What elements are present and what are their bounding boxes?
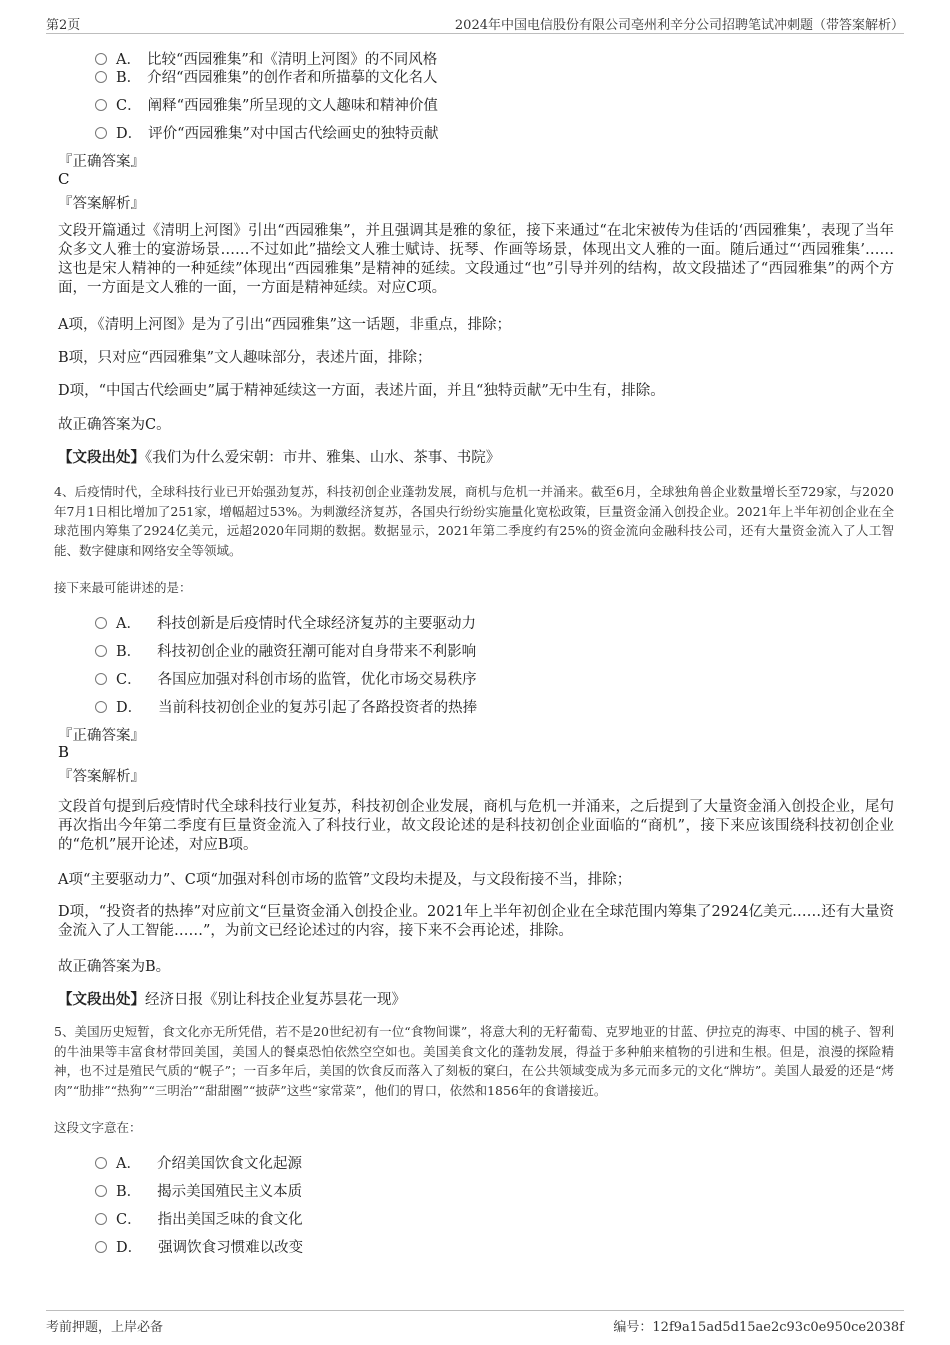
- page-footer: [46, 1316, 904, 1334]
- option-letter: D．: [116, 700, 143, 716]
- option-text: 揭示美国殖民主义本质: [157, 1184, 303, 1200]
- option-text: 介绍“西园雅集”的创作者和所描摹的文化名人: [147, 70, 438, 86]
- q3-analysis-label: 『答案解析』: [58, 196, 145, 212]
- option-text: 科技创新是后疫情时代全球经济复苏的主要驱动力: [156, 616, 476, 632]
- option-text: 介绍美国饮食文化起源: [156, 1156, 302, 1172]
- q5-prompt: 这段文字意在：: [54, 1120, 142, 1135]
- option-letter: A．: [116, 1156, 141, 1172]
- radio-icon[interactable]: [95, 701, 107, 713]
- option-letter: C．: [116, 672, 142, 688]
- source-text: 《我们为什么爱宋朝：市井、雅集、山水、茶事、书院》: [145, 450, 501, 466]
- q4-option-a[interactable]: [95, 612, 476, 633]
- radio-icon[interactable]: [95, 1213, 107, 1225]
- q3-option-c[interactable]: [95, 94, 438, 115]
- radio-icon[interactable]: [95, 645, 107, 657]
- q4-conclusion: 故正确答案为B。: [58, 959, 171, 975]
- radio-icon[interactable]: [95, 673, 107, 685]
- option-text: 阐释“西园雅集”所呈现的文人趣味和精神价值: [147, 98, 438, 114]
- radio-icon[interactable]: [95, 127, 107, 139]
- footer-divider: [46, 1310, 904, 1311]
- q3-option-d[interactable]: [95, 122, 438, 143]
- option-letter: C．: [116, 98, 142, 114]
- option-letter: D．: [116, 1240, 143, 1256]
- q4-source: [58, 988, 406, 1009]
- option-letter: A．: [116, 52, 141, 68]
- q3-source: [58, 446, 500, 467]
- page-header: [46, 14, 904, 32]
- q3-item-d: D项，“中国古代绘画史”属于精神延续这一方面，表述片面，并且“独特贡献”无中生有，排除。: [58, 383, 665, 399]
- option-text: 评价“西园雅集”对中国古代绘画史的独特贡献: [148, 126, 439, 142]
- q5-option-d[interactable]: [95, 1236, 303, 1257]
- q3-answer-label: 『正确答案』: [58, 154, 145, 170]
- option-text: 指出美国乏味的食文化: [157, 1212, 303, 1228]
- option-letter: B．: [116, 1184, 142, 1200]
- radio-icon[interactable]: [95, 1157, 107, 1169]
- q5-stem: 5、美国历史短暂，食文化亦无所凭借，若不是20世纪初有一位“食物间谍”，将意大利的无籽葡萄、克罗地亚的甘蓝、伊拉克的海枣、中国的桃子、智利的牛油果等丰富食材带回美国，美国人的餐桌恐怕依然空空如也。美国美食文化的蓬勃发展，得益于多种舶来植物的引进和生根。但是，浪漫的探险精神，也不过是殖民气质的“幌子”；一百多年后，美国的饮食反而落入了刻板的窠臼，在公共领域变成为多元而多元的文化“牌坊”。美国人最爱的还是“烤肉”“肋排”“热狗”“三明治”“甜甜圈”“披萨”这些“家常菜”，他们的胃口，依然和1856年的食谱接近。: [54, 1024, 894, 1098]
- option-text: 各国应加强对科创市场的监管，优化市场交易秩序: [157, 672, 477, 688]
- radio-icon[interactable]: [95, 53, 107, 65]
- q4-answer-label: 『正确答案』: [58, 728, 145, 744]
- source-label: 【文段出处】: [58, 449, 145, 466]
- q4-analysis: 文段首句提到后疫情时代全球科技行业复苏，科技初创企业发展，商机与危机一并涌来，之后提到了大量资金涌入创投企业，尾句再次指出今年第二季度有巨量资金流入了科技行业，故文段论述的是科技初创企业面临的“商机”，接下来应该围绕科技初创企业的“危机”展开论述，对应B项。: [58, 799, 894, 853]
- source-text: 经济日报《别让科技企业复苏昙花一现》: [145, 992, 406, 1008]
- option-text: 强调饮食习惯难以改变: [158, 1240, 304, 1256]
- radio-icon[interactable]: [95, 617, 107, 629]
- option-letter: D．: [116, 126, 143, 142]
- option-text: 科技初创企业的融资狂潮可能对自身带来不利影响: [157, 644, 477, 660]
- q4-analysis-label: 『答案解析』: [58, 769, 145, 785]
- q4-option-b[interactable]: [95, 640, 476, 661]
- document-title: 2024年中国电信股份有限公司亳州利辛分公司招聘笔试冲刺题（带答案解析）: [454, 18, 904, 33]
- q4-option-d[interactable]: [95, 696, 477, 717]
- q3-conclusion: 故正确答案为C。: [58, 417, 171, 433]
- document-id: 编号：12f9a15ad5d15ae2c93c0e950ce2038f: [613, 1320, 904, 1335]
- option-letter: B．: [116, 644, 142, 660]
- footer-slogan: 考前押题，上岸必备: [46, 1320, 164, 1335]
- option-text: 当前科技初创企业的复苏引起了各路投资者的热捧: [158, 700, 478, 716]
- radio-icon[interactable]: [95, 1185, 107, 1197]
- q3-item-a: A项，《清明上河图》是为了引出“西园雅集”这一话题，非重点，排除；: [58, 317, 512, 333]
- header-divider: [46, 33, 904, 34]
- option-letter: C．: [116, 1212, 142, 1228]
- option-letter: B．: [116, 70, 142, 86]
- q4-item-d: D项，“投资者的热捧”对应前文“巨量资金涌入创投企业。2021年上半年初创企业在全球范围内筹集了2924亿美元……还有大量资金流入了人工智能……”，为前文已经论述过的内容，接下来不会再论述，排除。: [58, 904, 894, 939]
- option-letter: A．: [116, 616, 141, 632]
- q3-option-b[interactable]: [95, 66, 437, 87]
- q3-analysis: 文段开篇通过《清明上河图》引出“西园雅集”，并且强调其是雅的象征，接下来通过“在北宋被传为佳话的‘西园雅集’，表现了当年众多文人雅士的宴游场景……不过如此”描绘文人雅士赋诗、抚琴、作画等场景，体现出文人雅的一面。随后通过“‘西园雅集’……这也是宋人精神的一种延续”体现出“西园雅集”是精神的延续。文段通过“也”引导并列的结构，故文段描述了“西园雅集”的两个方面，一方面是文人雅的一面，一方面是精神延续。对应C项。: [58, 223, 894, 296]
- q4-option-c[interactable]: [95, 668, 477, 689]
- radio-icon[interactable]: [95, 99, 107, 111]
- q4-prompt: 接下来最可能讲述的是：: [54, 580, 192, 595]
- q5-option-c[interactable]: [95, 1208, 303, 1229]
- q4-answer: B: [58, 743, 70, 761]
- q4-item-ac: A项“主要驱动力”、C项“加强对科创市场的监管”文段均未提及，与文段衔接不当，排除；: [58, 872, 632, 888]
- source-label: 【文段出处】: [58, 991, 145, 1008]
- q3-answer: C: [58, 170, 70, 188]
- q5-option-a[interactable]: [95, 1152, 302, 1173]
- q3-item-b: B项，只对应“西园雅集”文人趣味部分，表述片面，排除；: [58, 350, 432, 366]
- page-number: 第2页: [46, 18, 81, 33]
- option-text: 比较“西园雅集”和《清明上河图》的不同风格: [146, 52, 438, 68]
- q4-stem: 4、后疫情时代，全球科技行业已开始强劲复苏，科技初创企业蓬勃发展，商机与危机一并涌来。截至6月，全球独角兽企业数量增长至729家，与2020年7月1日相比增加了251家，增幅超过53%。为刺激经济复苏，各国央行纷纷实施量化宽松政策，巨量资金涌入创投企业。2021年上半年初创企业在全球范围内筹集了2924亿美元，远超2020年同期的数据。数据显示，2021年第二季度约有25%的资金流向金融科技公司，还有大量资金流入了人工智能、数字健康和网络安全等领域。: [54, 484, 894, 558]
- radio-icon[interactable]: [95, 71, 107, 83]
- radio-icon[interactable]: [95, 1241, 107, 1253]
- q5-option-b[interactable]: [95, 1180, 302, 1201]
